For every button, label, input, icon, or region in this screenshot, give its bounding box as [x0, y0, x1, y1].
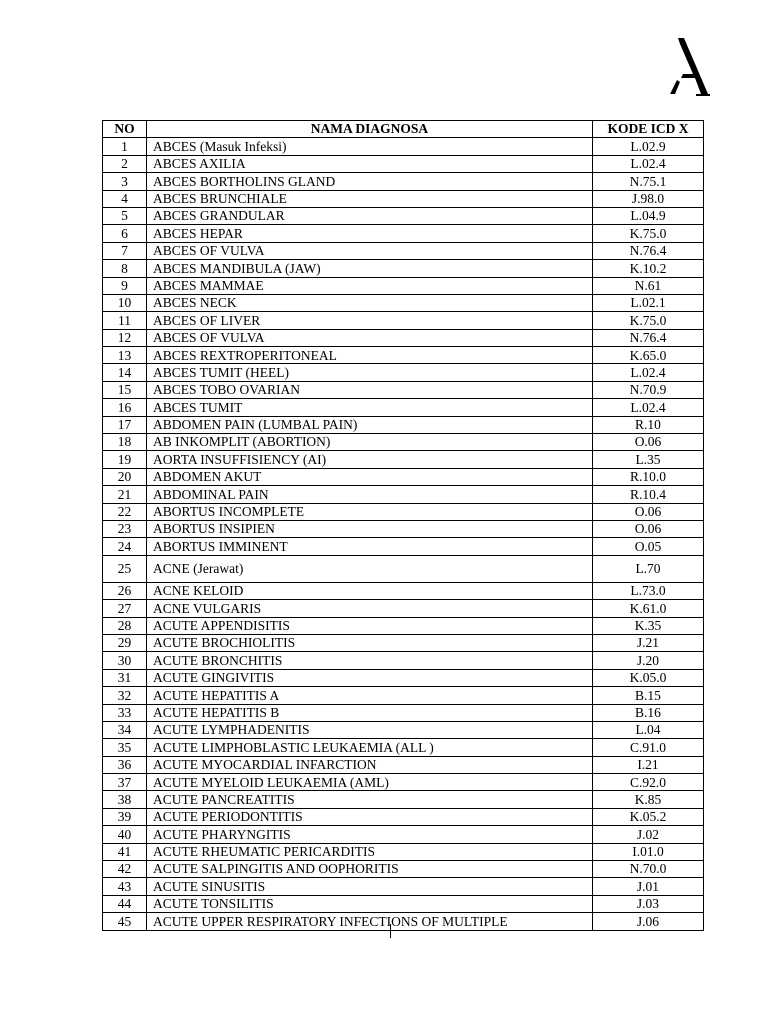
row-number: 16	[103, 399, 147, 416]
table-row	[103, 155, 704, 172]
row-diagnosis-name: ACNE KELOID	[147, 582, 593, 599]
row-number: 34	[103, 721, 147, 738]
table-row	[103, 538, 704, 555]
table-row	[103, 704, 704, 721]
row-number: 10	[103, 294, 147, 311]
row-icd-code: L.02.4	[593, 364, 704, 381]
table-row	[103, 895, 704, 912]
row-number: 38	[103, 791, 147, 808]
row-icd-code: N.75.1	[593, 173, 704, 190]
table-row	[103, 582, 704, 599]
table-row	[103, 242, 704, 259]
row-diagnosis-name: ABCES OF VULVA	[147, 242, 593, 259]
row-number: 2	[103, 155, 147, 172]
row-number: 15	[103, 381, 147, 398]
row-number: 39	[103, 808, 147, 825]
row-number: 24	[103, 538, 147, 555]
table-row	[103, 347, 704, 364]
row-icd-code: L.02.4	[593, 155, 704, 172]
row-diagnosis-name: ACNE (Jerawat)	[147, 555, 593, 582]
table-row	[103, 260, 704, 277]
row-diagnosis-name: ACUTE LYMPHADENITIS	[147, 721, 593, 738]
row-number: 3	[103, 173, 147, 190]
row-diagnosis-name: ABCES HEPAR	[147, 225, 593, 242]
row-number: 17	[103, 416, 147, 433]
table-row	[103, 652, 704, 669]
row-number: 45	[103, 913, 147, 930]
row-icd-code: N.76.4	[593, 329, 704, 346]
letter-a-heading-icon	[668, 38, 712, 98]
table-row	[103, 843, 704, 860]
row-number: 40	[103, 826, 147, 843]
table-row	[103, 826, 704, 843]
row-diagnosis-name: AORTA INSUFFISIENCY (AI)	[147, 451, 593, 468]
table-row	[103, 617, 704, 634]
table-row	[103, 312, 704, 329]
row-number: 22	[103, 503, 147, 520]
row-number: 25	[103, 555, 147, 582]
table-row	[103, 138, 704, 155]
header-no: NO	[103, 121, 147, 138]
table-row	[103, 207, 704, 224]
row-icd-code: R.10	[593, 416, 704, 433]
table-row	[103, 225, 704, 242]
table-row	[103, 861, 704, 878]
row-icd-code: J.20	[593, 652, 704, 669]
table-row	[103, 634, 704, 651]
table-row	[103, 791, 704, 808]
row-icd-code: L.02.9	[593, 138, 704, 155]
table-row	[103, 294, 704, 311]
row-icd-code: B.15	[593, 687, 704, 704]
table-row	[103, 774, 704, 791]
table-row	[103, 277, 704, 294]
row-number: 26	[103, 582, 147, 599]
header-name: NAMA DIAGNOSA	[147, 121, 593, 138]
row-diagnosis-name: ACUTE TONSILITIS	[147, 895, 593, 912]
row-number: 8	[103, 260, 147, 277]
table-row	[103, 555, 704, 582]
row-number: 14	[103, 364, 147, 381]
table-row	[103, 808, 704, 825]
row-number: 7	[103, 242, 147, 259]
row-diagnosis-name: ACUTE SINUSITIS	[147, 878, 593, 895]
row-diagnosis-name: ACUTE SALPINGITIS AND OOPHORITIS	[147, 861, 593, 878]
row-number: 37	[103, 774, 147, 791]
row-number: 9	[103, 277, 147, 294]
row-icd-code: K.35	[593, 617, 704, 634]
row-icd-code: L.04	[593, 721, 704, 738]
row-diagnosis-name: ACUTE PANCREATITIS	[147, 791, 593, 808]
row-icd-code: K.75.0	[593, 312, 704, 329]
row-diagnosis-name: ABDOMEN PAIN (LUMBAL PAIN)	[147, 416, 593, 433]
row-diagnosis-name: ACUTE UPPER RESPIRATORY INFECTIONS OF MULTIPLE	[147, 913, 593, 930]
row-number: 27	[103, 600, 147, 617]
row-diagnosis-name: ACUTE RHEUMATIC PERICARDITIS	[147, 843, 593, 860]
row-icd-code: I.01.0	[593, 843, 704, 860]
row-icd-code: J.03	[593, 895, 704, 912]
row-diagnosis-name: ABCES AXILIA	[147, 155, 593, 172]
row-number: 41	[103, 843, 147, 860]
row-number: 4	[103, 190, 147, 207]
table-row	[103, 468, 704, 485]
row-diagnosis-name: ABCES OF LIVER	[147, 312, 593, 329]
row-icd-code: N.61	[593, 277, 704, 294]
row-icd-code: O.06	[593, 520, 704, 537]
row-diagnosis-name: ACUTE BRONCHITIS	[147, 652, 593, 669]
row-diagnosis-name: ABORTUS IMMINENT	[147, 538, 593, 555]
row-icd-code: N.76.4	[593, 242, 704, 259]
table-row	[103, 486, 704, 503]
row-number: 43	[103, 878, 147, 895]
row-icd-code: O.06	[593, 503, 704, 520]
row-diagnosis-name: ABCES TUMIT	[147, 399, 593, 416]
row-diagnosis-name: ACUTE MYELOID LEUKAEMIA (AML)	[147, 774, 593, 791]
row-icd-code: L.02.1	[593, 294, 704, 311]
row-number: 35	[103, 739, 147, 756]
row-diagnosis-name: ABCES OF VULVA	[147, 329, 593, 346]
row-number: 36	[103, 756, 147, 773]
row-diagnosis-name: ACUTE HEPATITIS A	[147, 687, 593, 704]
table-row	[103, 416, 704, 433]
row-diagnosis-name: ABORTUS INCOMPLETE	[147, 503, 593, 520]
row-number: 23	[103, 520, 147, 537]
row-number: 5	[103, 207, 147, 224]
row-number: 21	[103, 486, 147, 503]
row-diagnosis-name: ACUTE LIMPHOBLASTIC LEUKAEMIA (ALL )	[147, 739, 593, 756]
row-diagnosis-name: ABCES REXTROPERITONEAL	[147, 347, 593, 364]
row-diagnosis-name: ACUTE HEPATITIS B	[147, 704, 593, 721]
row-icd-code: C.91.0	[593, 739, 704, 756]
row-number: 30	[103, 652, 147, 669]
row-icd-code: L.70	[593, 555, 704, 582]
table-row	[103, 364, 704, 381]
row-icd-code: L.73.0	[593, 582, 704, 599]
row-icd-code: K.05.2	[593, 808, 704, 825]
table-row	[103, 739, 704, 756]
table-row	[103, 329, 704, 346]
row-number: 1	[103, 138, 147, 155]
row-icd-code: K.65.0	[593, 347, 704, 364]
row-number: 11	[103, 312, 147, 329]
row-diagnosis-name: ABDOMEN AKUT	[147, 468, 593, 485]
row-icd-code: J.06	[593, 913, 704, 930]
row-icd-code: O.06	[593, 434, 704, 451]
row-diagnosis-name: ACUTE GINGIVITIS	[147, 669, 593, 686]
row-number: 32	[103, 687, 147, 704]
row-icd-code: L.35	[593, 451, 704, 468]
row-icd-code: K.85	[593, 791, 704, 808]
row-diagnosis-name: ABCES BORTHOLINS GLAND	[147, 173, 593, 190]
row-diagnosis-name: AB INKOMPLIT (ABORTION)	[147, 434, 593, 451]
row-diagnosis-name: ABDOMINAL PAIN	[147, 486, 593, 503]
table-row	[103, 381, 704, 398]
row-diagnosis-name: ABCES (Masuk Infeksi)	[147, 138, 593, 155]
row-number: 44	[103, 895, 147, 912]
header-code: KODE ICD X	[593, 121, 704, 138]
row-icd-code: K.05.0	[593, 669, 704, 686]
row-diagnosis-name: ABORTUS INSIPIEN	[147, 520, 593, 537]
row-diagnosis-name: ABCES TOBO OVARIAN	[147, 381, 593, 398]
table-row	[103, 520, 704, 537]
row-number: 13	[103, 347, 147, 364]
row-diagnosis-name: ACUTE PERIODONTITIS	[147, 808, 593, 825]
row-icd-code: I.21	[593, 756, 704, 773]
row-icd-code: N.70.9	[593, 381, 704, 398]
table-row	[103, 600, 704, 617]
row-number: 18	[103, 434, 147, 451]
row-icd-code: R.10.4	[593, 486, 704, 503]
row-icd-code: B.16	[593, 704, 704, 721]
table-row	[103, 503, 704, 520]
row-number: 12	[103, 329, 147, 346]
table-row	[103, 669, 704, 686]
table-row	[103, 451, 704, 468]
table-row	[103, 878, 704, 895]
row-icd-code: K.61.0	[593, 600, 704, 617]
row-icd-code: C.92.0	[593, 774, 704, 791]
row-icd-code: J.01	[593, 878, 704, 895]
row-number: 19	[103, 451, 147, 468]
row-diagnosis-name: ACUTE PHARYNGITIS	[147, 826, 593, 843]
row-number: 28	[103, 617, 147, 634]
table-row	[103, 687, 704, 704]
row-icd-code: N.70.0	[593, 861, 704, 878]
row-diagnosis-name: ABCES GRANDULAR	[147, 207, 593, 224]
table-row	[103, 399, 704, 416]
row-number: 29	[103, 634, 147, 651]
table-row	[103, 756, 704, 773]
row-icd-code: O.05	[593, 538, 704, 555]
row-number: 42	[103, 861, 147, 878]
table-row	[103, 434, 704, 451]
row-diagnosis-name: ACNE VULGARIS	[147, 600, 593, 617]
diagnosis-table	[102, 120, 704, 931]
row-number: 20	[103, 468, 147, 485]
row-icd-code: J.98.0	[593, 190, 704, 207]
row-icd-code: K.10.2	[593, 260, 704, 277]
row-diagnosis-name: ABCES MAMMAE	[147, 277, 593, 294]
row-diagnosis-name: ACUTE BROCHIOLITIS	[147, 634, 593, 651]
table-header-row	[103, 121, 704, 138]
row-icd-code: L.02.4	[593, 399, 704, 416]
row-diagnosis-name: ACUTE APPENDISITIS	[147, 617, 593, 634]
table-row	[103, 721, 704, 738]
row-diagnosis-name: ABCES MANDIBULA (JAW)	[147, 260, 593, 277]
row-diagnosis-name: ABCES BRUNCHIALE	[147, 190, 593, 207]
row-icd-code: J.21	[593, 634, 704, 651]
row-number: 31	[103, 669, 147, 686]
table-row	[103, 913, 704, 930]
row-number: 6	[103, 225, 147, 242]
row-icd-code: K.75.0	[593, 225, 704, 242]
row-diagnosis-name: ACUTE MYOCARDIAL INFARCTION	[147, 756, 593, 773]
row-diagnosis-name: ABCES TUMIT (HEEL)	[147, 364, 593, 381]
row-icd-code: L.04.9	[593, 207, 704, 224]
table-row	[103, 190, 704, 207]
row-icd-code: J.02	[593, 826, 704, 843]
page-number-mark	[390, 924, 397, 938]
row-number: 33	[103, 704, 147, 721]
table-row	[103, 173, 704, 190]
row-icd-code: R.10.0	[593, 468, 704, 485]
row-diagnosis-name: ABCES NECK	[147, 294, 593, 311]
